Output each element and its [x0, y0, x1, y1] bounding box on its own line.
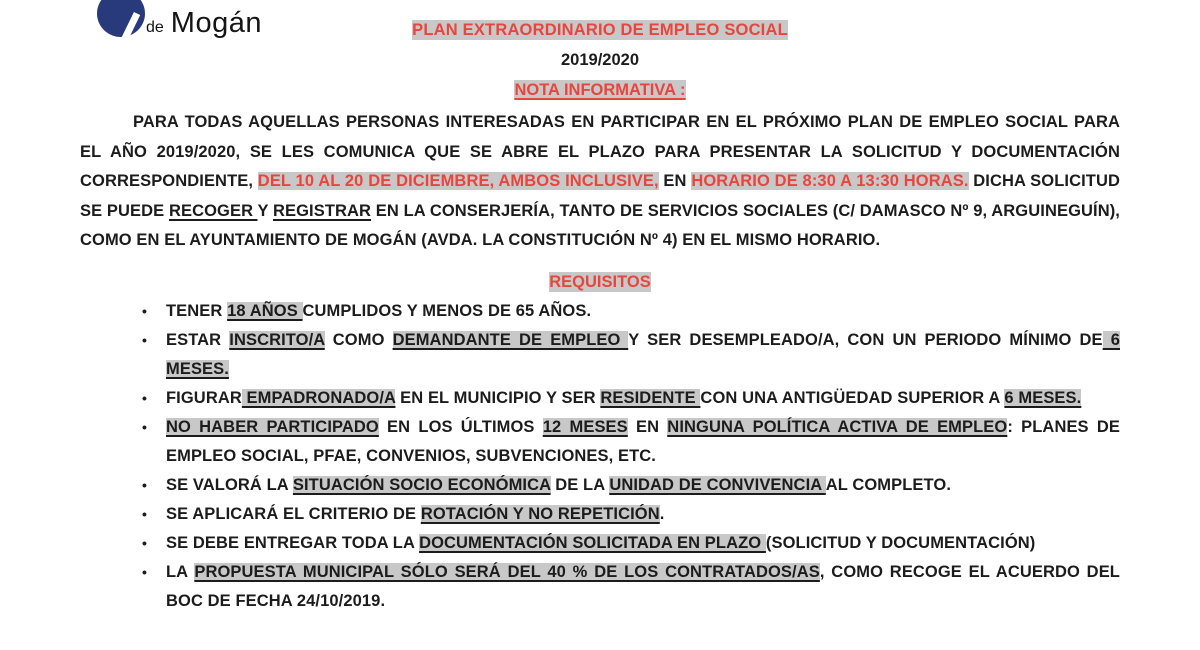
requirement-text: [166, 384, 1120, 413]
document-page: [0, 7, 1200, 650]
text-segment: COMO: [324, 331, 393, 349]
text-segment: 18 AÑOS: [227, 302, 303, 320]
requirement-text: [166, 500, 1120, 529]
text-segment: CUMPLIDOS Y MENOS DE 65 AÑOS.: [302, 302, 592, 320]
text-segment: SE VALORÁ LA: [166, 476, 293, 494]
text-segment: Y SER DESEMPLEADO/A, CON UN PERIODO MÍNIMO DE: [628, 331, 1103, 349]
text-segment: EMPADRONADO/A: [241, 389, 396, 407]
requisitos-heading: REQUISITOS: [549, 273, 651, 291]
text-segment: ROTACIÓN Y NO REPETICIÓN: [420, 505, 660, 523]
text-segment: TENER: [166, 302, 228, 320]
requirement-text: [166, 558, 1120, 616]
logo-org-prefix: de: [146, 19, 164, 36]
logo-org-name: Mogán: [170, 7, 262, 39]
requirement-text: [166, 471, 1120, 500]
requirement-text: [166, 326, 1120, 384]
nota-row: [0, 80, 1200, 100]
text-segment: FIGURAR: [166, 389, 242, 407]
nota-informativa-label: NOTA INFORMATIVA :: [514, 81, 686, 99]
text-segment: , COMO RECOGE EL ACUERDO DEL BOC DE FECHA 24/10/2019.: [166, 563, 1120, 610]
text-segment: Y: [257, 201, 273, 220]
text-segment: : PLANES DE EMPLEO SOCIAL, PFAE, CONVENIOS, SUBVENCIONES, ETC.: [166, 418, 1120, 465]
text-segment: CON UNA ANTIGÜEDAD SUPERIOR A: [700, 389, 1005, 407]
text-segment: EN LOS ÚLTIMOS: [378, 418, 543, 436]
text-segment: DICHA SOLICITUD SE PUEDE: [80, 172, 1120, 220]
bullet-icon: •: [142, 564, 148, 580]
text-segment: REGISTRAR: [272, 201, 372, 220]
text-segment: PROPUESTA MUNICIPAL SÓLO SERÁ DEL 40 % DE LOS CONTRATADOS/AS: [194, 563, 820, 581]
requirement-text: [166, 297, 1120, 326]
text-segment: RECOGER: [168, 201, 258, 220]
text-segment: EN: [658, 172, 692, 190]
text-segment: EN EL MUNICIPIO Y SER: [395, 389, 601, 407]
main-paragraph: [80, 108, 1120, 256]
requirements-list: [80, 297, 1120, 616]
text-segment: DEMANDANTE DE EMPLEO: [392, 331, 629, 349]
bullet-icon: •: [142, 390, 148, 406]
bullet-icon: •: [142, 303, 148, 319]
text-segment: SITUACIÓN SOCIO ECONÓMICA: [292, 476, 551, 494]
text-segment: SE DEBE ENTREGAR TODA LA: [166, 534, 420, 552]
text-segment: .: [659, 505, 665, 523]
text-segment: (SOLICITUD Y DOCUMENTACIÓN): [765, 534, 1036, 552]
document-title: PLAN EXTRAORDINARIO DE EMPLEO SOCIAL: [412, 21, 788, 39]
text-segment: EN: [627, 418, 668, 436]
bullet-icon: •: [142, 477, 148, 493]
text-segment: DEL 10 AL 20 DE DICIEMBRE, AMBOS INCLUSIVE,: [257, 172, 659, 190]
bullet-icon: •: [142, 506, 148, 522]
text-segment: HORARIO DE 8:30 A 13:30 HORAS.: [691, 172, 969, 190]
requirement-item: [142, 297, 1120, 326]
text-segment: PARA TODAS AQUELLAS PERSONAS INTERESADAS EN PARTICIPAR EN EL PRÓXIMO PLAN DE EMPLEO SOCIAL PARA EL AÑO 2019/2020, SE LES COMUNICA QUE SE ABRE EL PLAZO PARA PRESENTAR LA SOLICITUD Y DOCUMENTACIÓN CORRESPONDIENTE,: [80, 113, 1120, 190]
requisitos-row: [80, 272, 1120, 292]
period-label: 2019/2020: [561, 51, 639, 69]
text-segment: DOCUMENTACIÓN SOLICITADA EN PLAZO: [419, 534, 766, 552]
requirement-item: [142, 558, 1120, 616]
requirement-item: [142, 326, 1120, 384]
text-segment: 12 MESES: [542, 418, 628, 436]
document-body: [0, 108, 1200, 616]
text-segment: RESIDENTE: [600, 389, 701, 407]
text-segment: NO HABER PARTICIPADO: [166, 418, 379, 436]
requirement-item: [142, 471, 1120, 500]
bullet-icon: •: [142, 535, 148, 551]
text-segment: EN LA CONSERJERÍA, TANTO DE SERVICIOS SOCIALES (C/ DAMASCO Nº 9, ARGUINEGUÍN), COMO EN EL AYUNTAMIENTO DE MOGÁN (AVDA. LA CONSTITUCIÓN Nº 4) EN EL MISMO HORARIO.: [80, 201, 1120, 249]
requirement-text: [166, 529, 1120, 558]
text-segment: SE APLICARÁ EL CRITERIO DE: [166, 505, 421, 523]
logo-text: [146, 7, 262, 40]
requirement-item: [142, 413, 1120, 471]
mogan-logo: [0, 7, 300, 60]
requirement-item: [142, 384, 1120, 413]
text-segment: NINGUNA POLÍTICA ACTIVA DE EMPLEO: [667, 418, 1008, 436]
text-segment: UNIDAD DE CONVIVENCIA: [609, 476, 826, 494]
text-segment: AL COMPLETO.: [825, 476, 951, 494]
text-segment: LA: [166, 563, 195, 581]
text-segment: DE LA: [550, 476, 610, 494]
text-segment: ESTAR: [166, 331, 230, 349]
requirement-item: [142, 500, 1120, 529]
requirement-item: [142, 529, 1120, 558]
requirement-text: [166, 413, 1120, 471]
bullet-icon: •: [142, 332, 148, 348]
text-segment: INSCRITO/A: [229, 331, 325, 349]
text-segment: 6 MESES.: [1004, 389, 1082, 407]
text-segment: 6 MESES.: [166, 331, 1120, 378]
bullet-icon: •: [142, 419, 148, 435]
